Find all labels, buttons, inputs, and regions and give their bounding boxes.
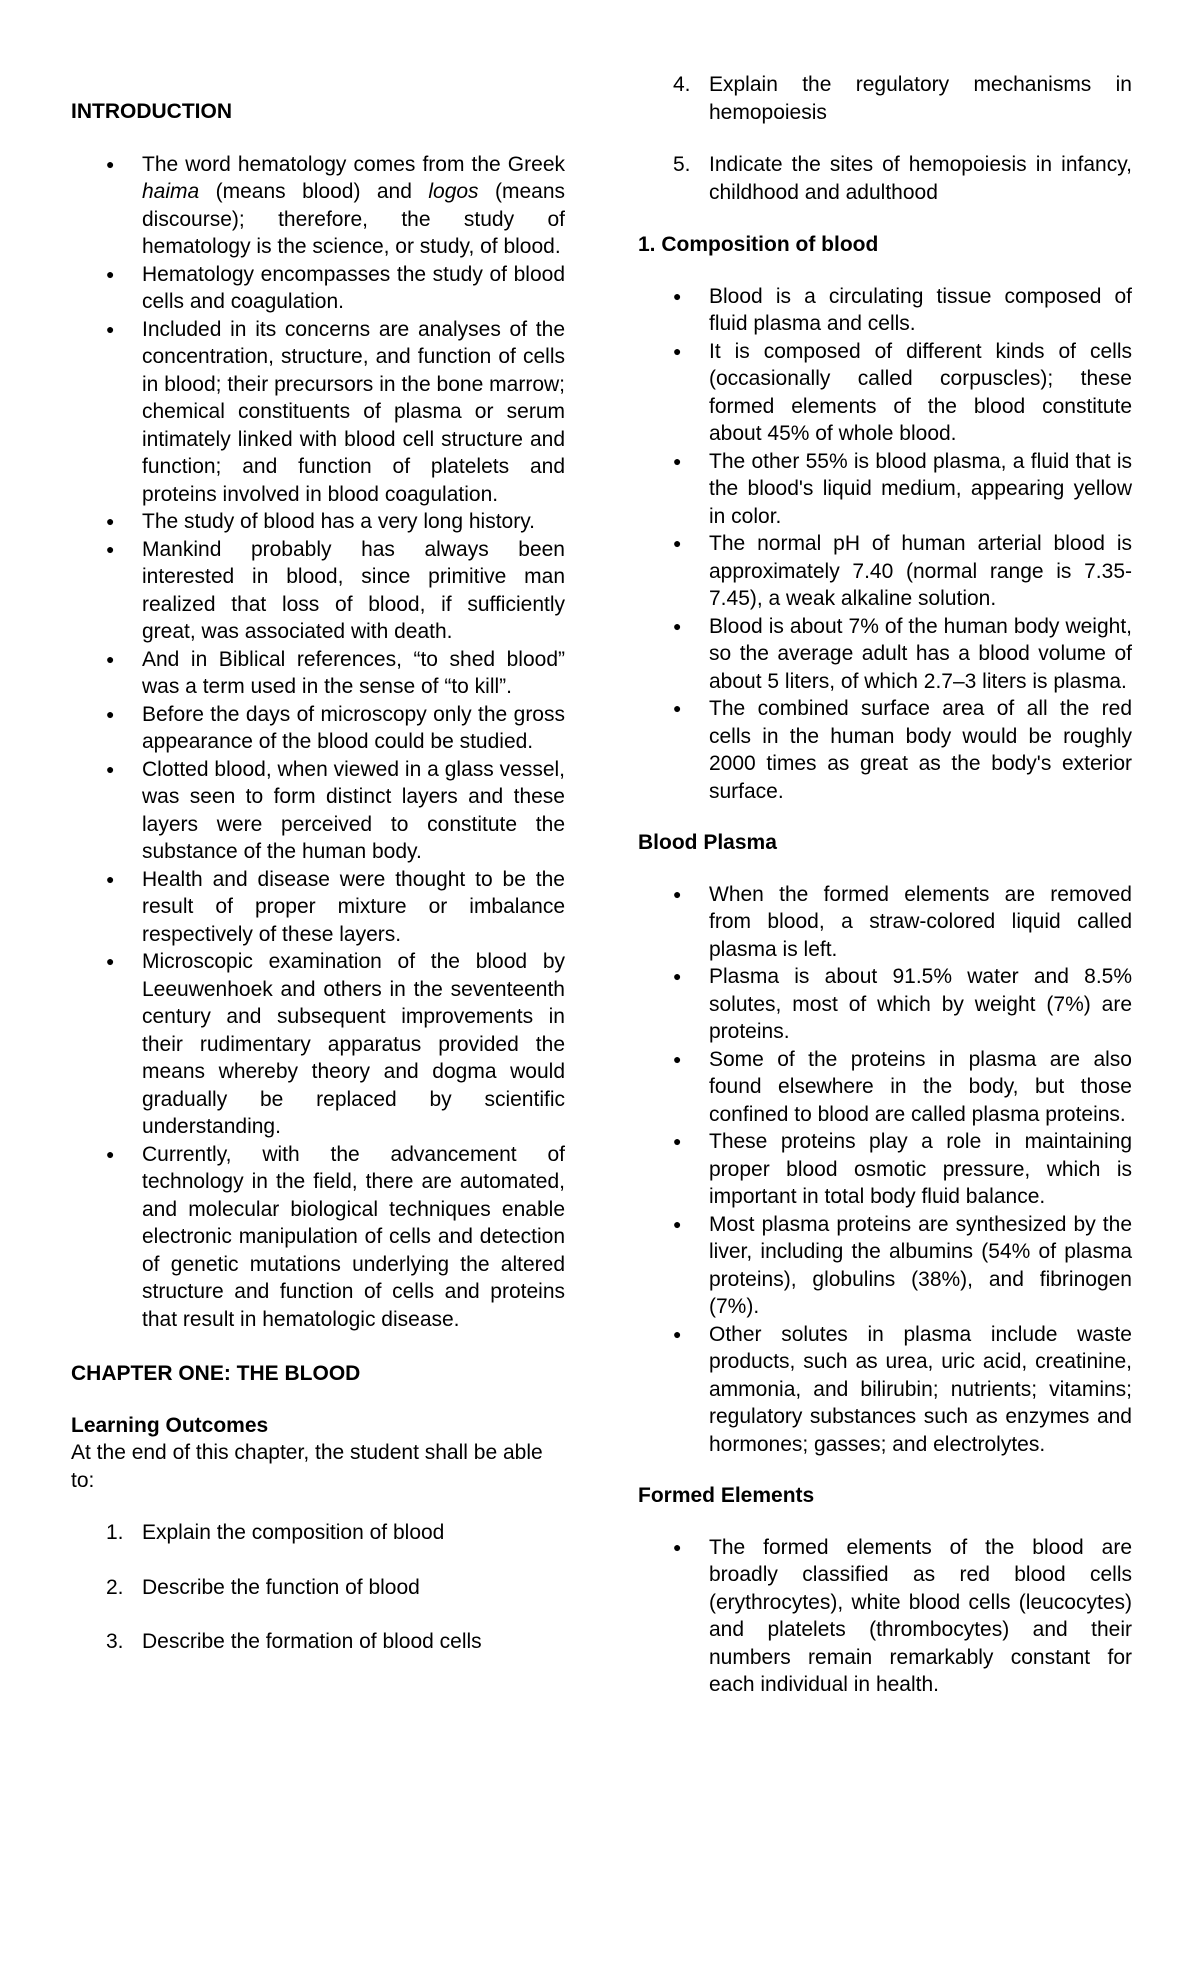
list-item: ● Other solutes in plasma include waste products, such as urea, uric acid, creatinine, ammonia, and bilirubin; nutrients; vitamins; regulatory substances such as enzymes and hormones; gasses; and electrolytes. xyxy=(638,1321,1132,1459)
list-item: ● Health and disease were thought to be the result of proper mixture or imbalance respectively of these layers. xyxy=(71,866,565,949)
learning-outcomes-intro: At the end of this chapter, the student shall be able to: xyxy=(71,1441,543,1492)
list-item: ● Currently, with the advancement of technology in the field, there are automated, and molecular biological techniques enable electronic manipulation of cells and detection of genetic mutations underlying the altered structure and function of cells and proteins that result in hematologic disease. xyxy=(71,1141,565,1334)
list-item: ● The formed elements of the blood are broadly classified as red blood cells (erythrocytes), white blood cells (leucocytes) and platelets (thrombocytes) and their numbers remain remarkably constant for each individual in health. xyxy=(638,1534,1132,1699)
list-item: ● Clotted blood, when viewed in a glass vessel, was seen to form distinct layers and these layers were perceived to constitute the substance of the human body. xyxy=(71,756,565,866)
blood-plasma-heading: Blood Plasma xyxy=(638,831,777,854)
right-column xyxy=(638,0,1132,1699)
learning-outcomes-heading: Learning Outcomes xyxy=(71,1413,269,1437)
list-item: ● The other 55% is blood plasma, a fluid that is the blood's liquid medium, appearing yellow in color. xyxy=(638,448,1132,531)
list-item: 3. Describe the formation of blood cells xyxy=(106,1630,482,1653)
blood-plasma-list xyxy=(638,881,1132,1459)
list-item: ● Blood is about 7% of the human body weight, so the average adult has a blood volume of about 5 liters, of which 2.7–3 liters is plasma. xyxy=(638,613,1132,696)
list-item: 5. Indicate the sites of hemopoiesis in infancy, childhood and adulthood xyxy=(673,153,1132,204)
list-item: ● Included in its concerns are analyses of the concentration, structure, and function of cells in blood; their precursors in the bone marrow; chemical constituents of plasma or serum intimately linked with blood cell structure and function; and function of platelets and proteins involved in blood coagulation. xyxy=(71,316,565,509)
list-item: ● The word hematology comes from the Greek haima (means blood) and logos (means discourse); therefore, the study of hematology is the science, or study, of blood. xyxy=(71,151,565,261)
composition-list xyxy=(638,283,1132,806)
list-item: ● The combined surface area of all the red cells in the human body would be roughly 2000 times as great as the body's exterior surface. xyxy=(638,695,1132,805)
list-item: ● Plasma is about 91.5% water and 8.5% solutes, most of which by weight (7%) are proteins. xyxy=(638,963,1132,1046)
composition-heading: 1. Composition of blood xyxy=(638,233,879,256)
list-item: ● The study of blood has a very long history. xyxy=(71,508,565,536)
list-item: ● Blood is a circulating tissue composed of fluid plasma and cells. xyxy=(638,283,1132,338)
list-item: ● Hematology encompasses the study of blood cells and coagulation. xyxy=(71,261,565,316)
list-item: ● It is composed of different kinds of cells (occasionally called corpuscles); these formed elements of the blood constitute about 45% of whole blood. xyxy=(638,338,1132,448)
learning-outcomes-list xyxy=(71,1519,565,1656)
list-item: ● Mankind probably has always been interested in blood, since primitive man realized that loss of blood, if sufficiently great, was associated with death. xyxy=(71,536,565,646)
list-item: ● Before the days of microscopy only the gross appearance of the blood could be studied. xyxy=(71,701,565,756)
list-item: ● The normal pH of human arterial blood is approximately 7.40 (normal range is 7.35-7.45), a weak alkaline solution. xyxy=(638,530,1132,613)
formed-elements-list xyxy=(638,1534,1132,1699)
formed-elements-heading: Formed Elements xyxy=(638,1484,815,1507)
left-column xyxy=(71,0,565,1656)
list-item: ● Microscopic examination of the blood by Leeuwenhoek and others in the seventeenth century and subsequent improvements in their rudimentary apparatus provided the means whereby theory and dogma would gradually be replaced by scientific understanding. xyxy=(71,948,565,1141)
list-item: ● Most plasma proteins are synthesized by the liver, including the albumins (54% of plasma proteins), globulins (38%), and fibrinogen (7%). xyxy=(638,1211,1132,1321)
list-item: 2. Describe the function of blood xyxy=(106,1575,420,1599)
chapter-heading: CHAPTER ONE: THE BLOOD xyxy=(71,1362,361,1385)
list-item: ● And in Biblical references, “to shed blood” was a term used in the sense of “to kill”. xyxy=(71,646,565,701)
introduction-heading: INTRODUCTION xyxy=(71,100,232,123)
list-item: ● Some of the proteins in plasma are also found elsewhere in the body, but those confined to blood are called plasma proteins. xyxy=(638,1046,1132,1129)
list-item: ● When the formed elements are removed from blood, a straw-colored liquid called plasma is left. xyxy=(638,881,1132,964)
introduction-list xyxy=(71,151,565,1334)
list-item: 4. Explain the regulatory mechanisms in hemopoiesis xyxy=(673,73,1132,124)
learning-outcomes-list-continued xyxy=(638,71,1132,206)
list-item: 1. Explain the composition of blood xyxy=(106,1521,445,1544)
list-item: ● These proteins play a role in maintaining proper blood osmotic pressure, which is important in total body fluid balance. xyxy=(638,1128,1132,1211)
